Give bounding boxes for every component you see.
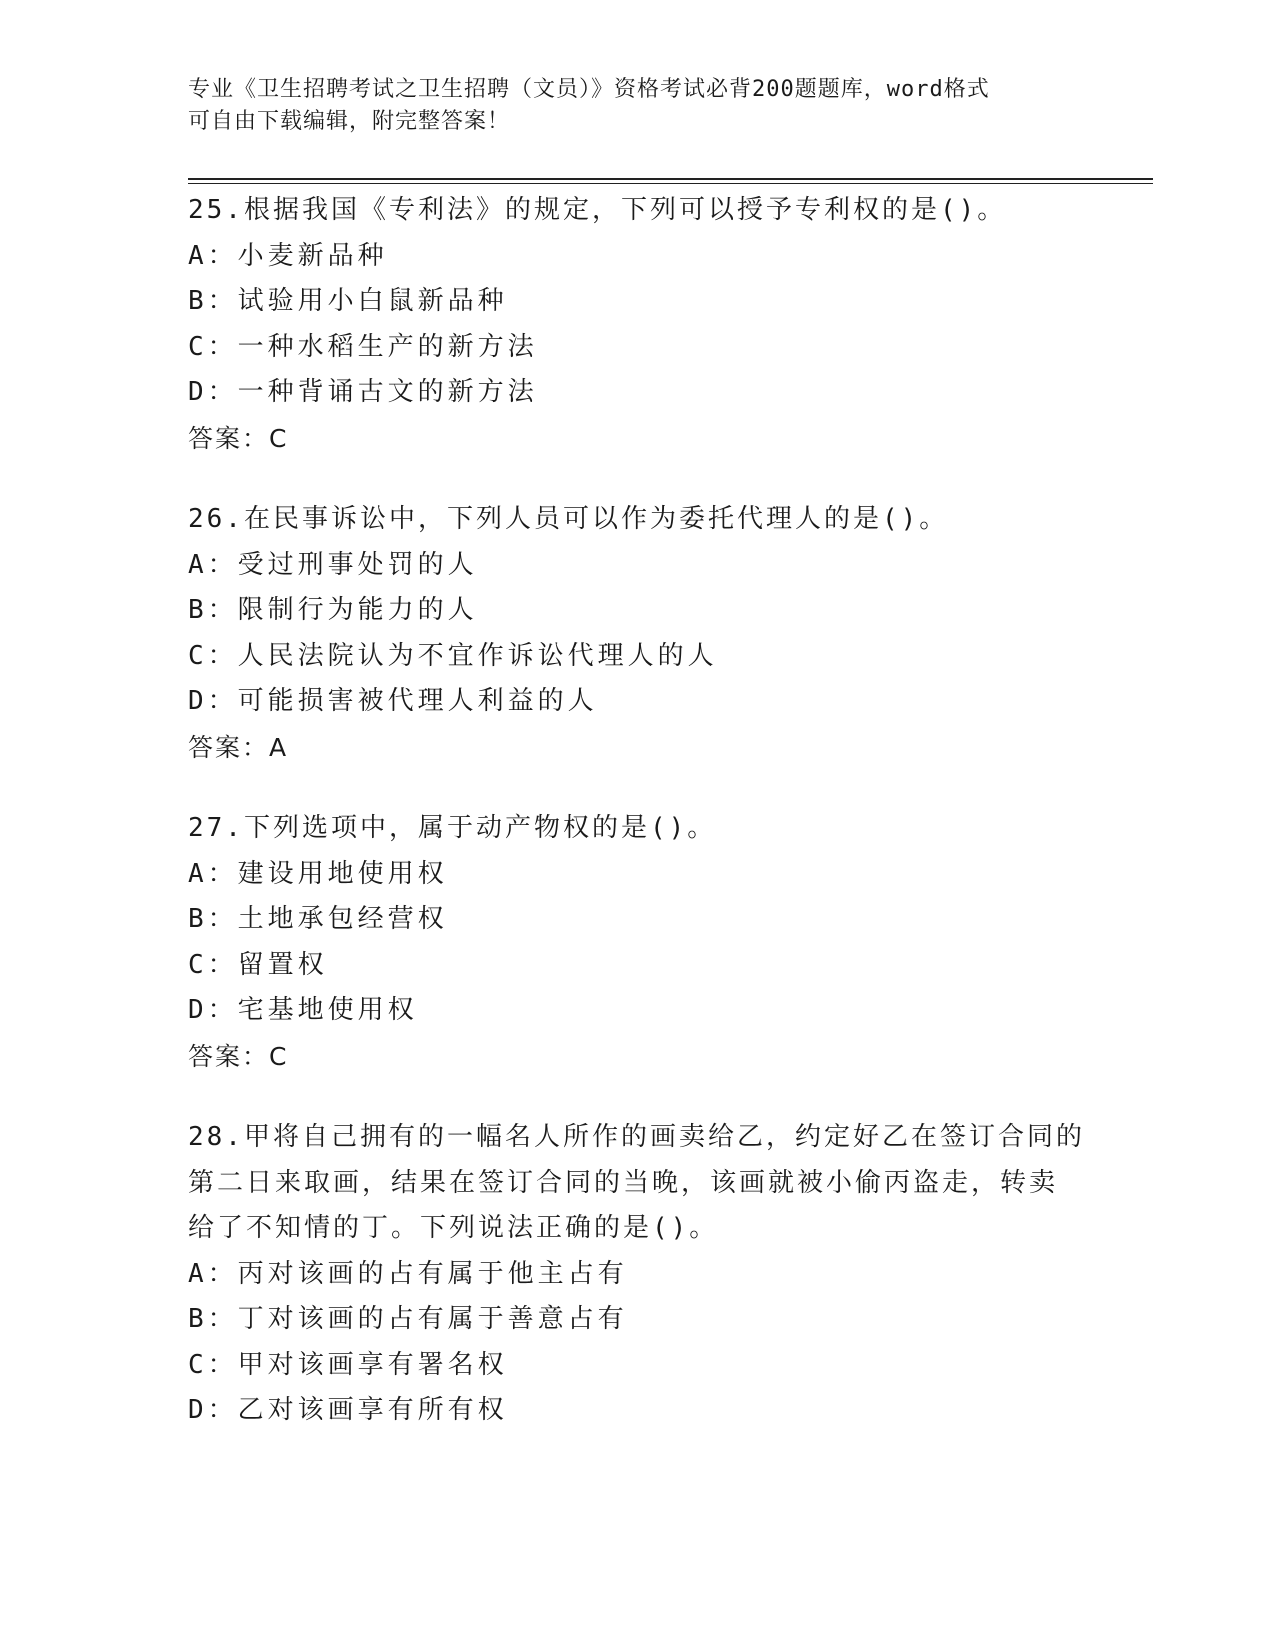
option-a: A：丙对该画的占有属于他主占有 — [188, 1258, 628, 1289]
question-stem — [188, 1115, 1088, 1252]
header-divider-thin — [188, 183, 1153, 184]
option-c: C：甲对该画享有署名权 — [188, 1349, 508, 1380]
question-stem — [188, 806, 1088, 852]
stem-line: 第二日来取画，结果在签订合同的当晚，该画就被小偷丙盗走，转卖 — [188, 1167, 1059, 1198]
answer: 答案：C — [188, 423, 289, 453]
question-list — [188, 188, 1088, 1470]
option-a: A：受过刑事处罚的人 — [188, 549, 478, 580]
answer: 答案：C — [188, 1041, 289, 1071]
question-26 — [188, 497, 1088, 770]
option-b: B：土地承包经营权 — [188, 904, 448, 934]
stem-line: 28.甲将自己拥有的一幅名人所作的画卖给乙，约定好乙在签订合同的 — [188, 1122, 1085, 1152]
question-25 — [188, 188, 1088, 461]
document-header — [188, 74, 1108, 138]
option-c: C：留置权 — [188, 949, 328, 980]
option-b: B：丁对该画的占有属于善意占有 — [188, 1304, 628, 1334]
stem-line: 25.根据我国《专利法》的规定，下列可以授予专利权的是()。 — [188, 195, 1007, 225]
header-line: 专业《卫生招聘考试之卫生招聘（文员）》资格考试必背200题题库，word格式 — [188, 77, 990, 102]
stem-line: 26.在民事诉讼中，下列人员可以作为委托代理人的是()。 — [188, 504, 949, 534]
option-a: A：小麦新品种 — [188, 240, 388, 271]
header-line: 可自由下载编辑，附完整答案！ — [188, 109, 511, 134]
option-c: C：一种水稻生产的新方法 — [188, 331, 538, 362]
option-a: A：建设用地使用权 — [188, 858, 448, 889]
option-d: D：可能损害被代理人利益的人 — [188, 686, 598, 716]
question-28 — [188, 1115, 1088, 1434]
option-d: D：一种背诵古文的新方法 — [188, 377, 538, 407]
stem-line: 27.下列选项中，属于动产物权的是()。 — [188, 813, 717, 843]
header-divider-thick — [188, 178, 1153, 180]
answer: 答案：A — [188, 732, 289, 762]
option-b: B：试验用小白鼠新品种 — [188, 286, 508, 316]
question-27 — [188, 806, 1088, 1079]
option-d: D：乙对该画享有所有权 — [188, 1395, 508, 1425]
question-stem — [188, 497, 1088, 543]
option-d: D：宅基地使用权 — [188, 995, 418, 1025]
question-stem — [188, 188, 1088, 234]
option-c: C：人民法院认为不宜作诉讼代理人的人 — [188, 640, 718, 671]
option-b: B：限制行为能力的人 — [188, 595, 478, 625]
stem-line: 给了不知情的丁。下列说法正确的是()。 — [188, 1213, 719, 1243]
